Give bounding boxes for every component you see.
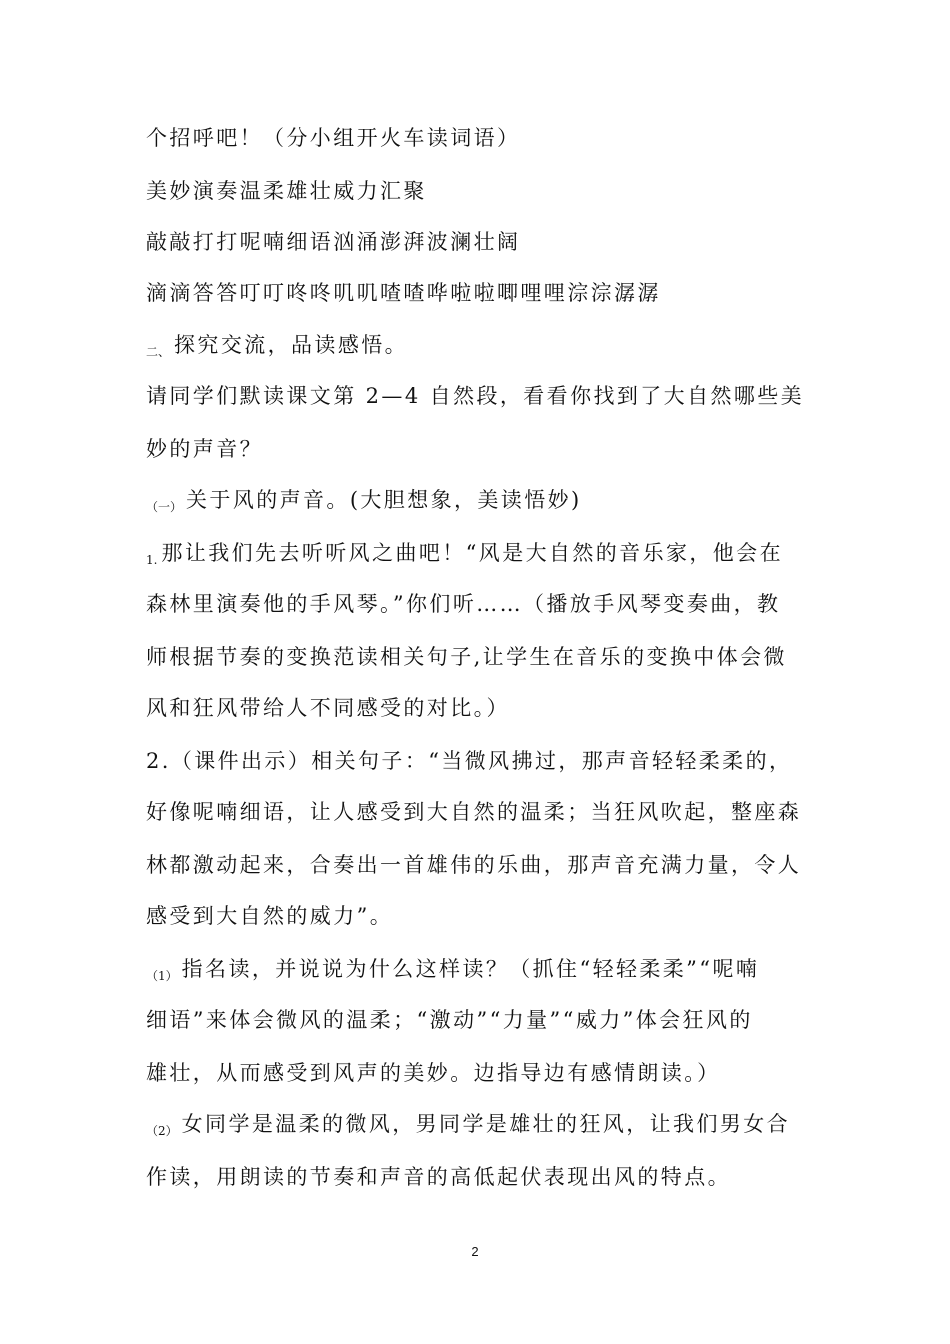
text-line <box>146 434 826 464</box>
text-line <box>146 642 826 672</box>
text-line <box>146 278 826 308</box>
text-line <box>146 538 826 575</box>
line-text: 林都激动起来，合奏出一首雄伟的乐曲，那声音充满力量，令人 <box>146 853 802 877</box>
text-line <box>146 1109 826 1146</box>
line-text: 请同学们默读课文第 2—4 自然段，看看你找到了大自然哪些美 <box>146 384 805 408</box>
line-text: 作读，用朗读的节奏和声音的高低起伏表现出风的特点。 <box>146 1165 731 1189</box>
line-text: 关于风的声音。(大胆想象，美读悟妙) <box>186 488 582 512</box>
list-marker: 1. <box>146 553 158 567</box>
text-line <box>146 693 826 723</box>
line-text: 滴滴答答叮叮咚咚叽叽喳喳哗啦啦唧哩哩淙淙潺潺 <box>146 281 661 305</box>
line-text: 个招呼吧！（分小组开火车读词语） <box>146 126 521 150</box>
text-line <box>146 797 826 827</box>
list-marker: （一） <box>146 500 183 514</box>
text-line <box>146 176 826 206</box>
line-text: 细语”来体会微风的温柔；“激动”“力量”“威力”体会狂风的 <box>146 1008 753 1032</box>
line-text: 感受到大自然的威力”。 <box>146 904 394 928</box>
line-text: 师根据节奏的变换范读相关句子,让学生在音乐的变换中体会微 <box>146 645 787 669</box>
page-number: 2 <box>471 1244 479 1259</box>
line-text: 雄壮，从而感受到风声的美妙。边指导边有感情朗读。） <box>146 1061 721 1085</box>
text-line <box>146 123 826 153</box>
line-text: 风和狂风带给人不同感受的对比。） <box>146 696 510 720</box>
text-line <box>146 485 826 522</box>
text-line <box>146 954 826 991</box>
line-text: 美妙演奏温柔雄壮威力汇聚 <box>146 179 427 203</box>
text-line <box>146 746 826 776</box>
text-line <box>146 1058 826 1088</box>
text-line <box>146 589 826 619</box>
line-text: 好像呢喃细语，让人感受到大自然的温柔；当狂风吹起，整座森 <box>146 800 802 824</box>
line-text: 2.（课件出示）相关句子：“当微风拂过，那声音轻轻柔柔的， <box>146 749 793 773</box>
line-text: 那让我们先去听听风之曲吧！“风是大自然的音乐家，他会在 <box>161 541 783 565</box>
text-line <box>146 330 826 367</box>
line-text: 森林里演奏他的手风琴。”你们听……（播放手风琴变奏曲，教 <box>146 592 781 616</box>
line-text: 女同学是温柔的微风，男同学是雄壮的狂风，让我们男女合 <box>181 1112 791 1136</box>
line-text: 探究交流，品读感悟。 <box>174 333 409 357</box>
list-marker: （2） <box>146 1124 178 1138</box>
text-line <box>146 227 826 257</box>
text-line <box>146 901 826 931</box>
line-text: 指名读，并说说为什么这样读？（抓住“轻轻柔柔”“呢喃 <box>181 957 760 981</box>
line-text: 敲敲打打呢喃细语汹涌澎湃波澜壮阔 <box>146 230 521 254</box>
text-line <box>146 1162 826 1192</box>
text-line <box>146 850 826 880</box>
list-marker: （1） <box>146 969 178 983</box>
list-marker: 二、 <box>146 345 171 359</box>
line-text: 妙的声音？ <box>146 437 263 461</box>
text-line <box>146 1005 826 1035</box>
text-line <box>146 381 826 411</box>
